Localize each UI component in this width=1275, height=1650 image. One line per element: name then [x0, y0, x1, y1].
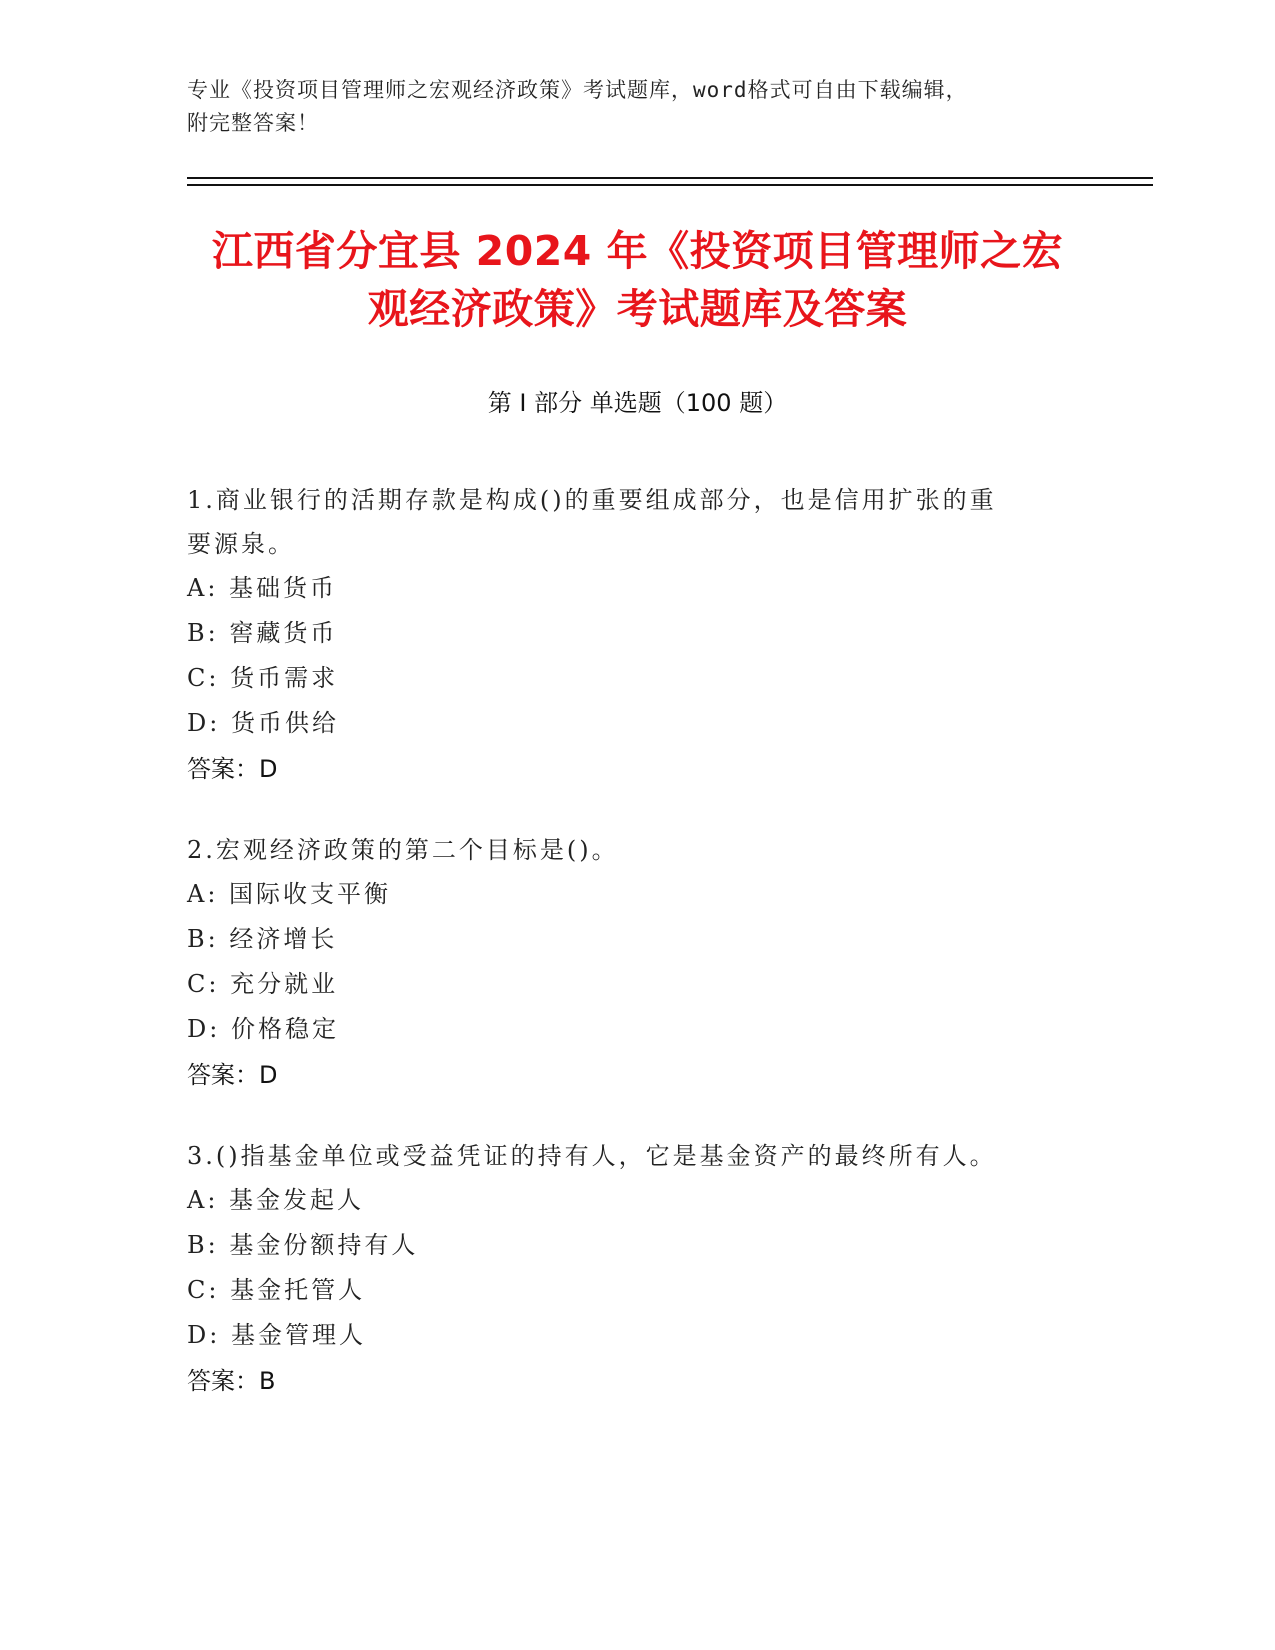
- header-divider-top: [187, 177, 1153, 179]
- document-title-line-2: 观经济政策》考试题库及答案: [367, 285, 908, 333]
- question-3: [187, 1134, 1087, 1404]
- question-1-text-line-2: 要源泉。: [187, 530, 295, 558]
- question-1-option-b: B: 窖藏货币: [187, 619, 338, 647]
- question-2-option-c: C: 充分就业: [187, 970, 339, 998]
- question-3-option-b: B: 基金份额持有人: [187, 1231, 419, 1259]
- question-2-option-b: B: 经济增长: [187, 925, 338, 953]
- question-3-option-d: D: 基金管理人: [187, 1321, 366, 1349]
- section-title: 第 I 部分 单选题（100 题）: [487, 389, 788, 417]
- question-1-text-line-1: 1.商业银行的活期存款是构成()的重要组成部分，也是信用扩张的重: [187, 486, 997, 514]
- document-title-line-1: 江西省分宜县 2024 年《投资项目管理师之宏: [211, 227, 1064, 275]
- header-note-line-1: 专业《投资项目管理师之宏观经济政策》考试题库，word格式可自由下载编辑，: [187, 78, 968, 102]
- question-1-option-c: C: 货币需求: [187, 664, 339, 692]
- question-list: [187, 478, 1087, 1440]
- header-note: [187, 74, 1087, 140]
- question-2: [187, 828, 1087, 1098]
- question-2-answer: 答案：D: [187, 1061, 278, 1089]
- question-3-option-a: A: 基金发起人: [187, 1186, 365, 1214]
- question-3-text: 3.()指基金单位或受益凭证的持有人，它是基金资产的最终所有人。: [187, 1142, 997, 1170]
- header-note-line-2: 附完整答案！: [187, 111, 319, 135]
- question-1-answer: 答案：D: [187, 755, 278, 783]
- question-2-text: 2.宏观经济政策的第二个目标是()。: [187, 836, 619, 864]
- header-divider-bottom: [187, 184, 1153, 186]
- question-1-option-d: D: 货币供给: [187, 709, 339, 737]
- question-1: [187, 478, 1087, 792]
- question-1-text: [187, 478, 1087, 566]
- question-3-answer: 答案：B: [187, 1367, 276, 1395]
- question-2-option-d: D: 价格稳定: [187, 1015, 339, 1043]
- question-2-option-a: A: 国际收支平衡: [187, 880, 392, 908]
- question-1-option-a: A: 基础货币: [187, 574, 338, 602]
- document-title: [150, 222, 1125, 338]
- question-3-option-c: C: 基金托管人: [187, 1276, 366, 1304]
